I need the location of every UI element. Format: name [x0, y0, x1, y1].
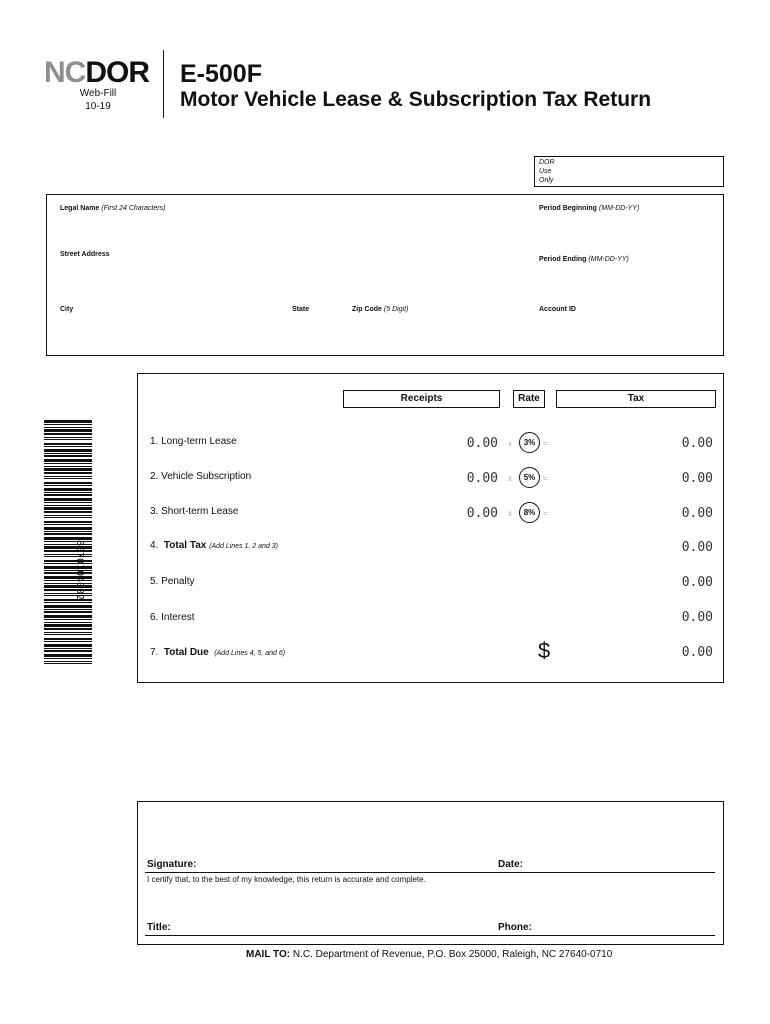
line-6-interest-value[interactable]: 0.00	[681, 610, 713, 625]
line-6-label: 6. Interest	[150, 612, 195, 623]
taxpayer-info-box	[46, 194, 724, 356]
line-3-rate-badge: 8%	[519, 502, 540, 523]
mail-to-address: MAIL TO: N.C. Department of Revenue, P.O. Box 25000, Raleigh, NC 27640-0710	[246, 949, 613, 960]
line-5-penalty-value[interactable]: 0.00	[681, 575, 713, 590]
receipts-column-header: Receipts	[343, 390, 500, 408]
signature-line[interactable]	[145, 872, 715, 873]
line-7-total-due-value[interactable]: 0.00	[681, 645, 713, 660]
signature-label: Signature:	[147, 859, 197, 870]
line-2-label: 2. Vehicle Subscription	[150, 471, 252, 482]
city-field[interactable]: City	[60, 306, 74, 313]
ncdor-logo: NCDOR	[44, 56, 150, 89]
multiply-sign: x	[508, 439, 512, 448]
rate-column-header: Rate	[513, 390, 545, 408]
dor-use-only-box: DOR Use Only	[534, 156, 724, 187]
line-4-total-tax-value[interactable]: 0.00	[681, 540, 713, 555]
multiply-sign: x	[508, 474, 512, 483]
header-divider	[163, 50, 164, 118]
form-title: Motor Vehicle Lease & Subscription Tax Return	[180, 88, 652, 111]
line-7-label: 7. Total Due (Add Lines 4, 5, and 6)	[150, 647, 286, 658]
equals-sign: =	[543, 439, 548, 448]
state-field[interactable]: State	[292, 306, 310, 313]
line-3-receipts-input[interactable]: 0.00	[466, 506, 498, 521]
dollar-sign: $	[538, 638, 551, 663]
phone-label: Phone:	[498, 922, 532, 933]
line-3-label: 3. Short-term Lease	[150, 506, 239, 517]
legal-name-field[interactable]: Legal Name (First 24 Characters)	[60, 205, 166, 212]
title-phone-line[interactable]	[145, 935, 715, 936]
form-id: E-500F	[180, 60, 262, 88]
title-label: Title:	[147, 922, 171, 933]
line-2-rate-badge: 5%	[519, 467, 540, 488]
line-5-label: 5. Penalty	[150, 576, 195, 587]
certification-text: I certify that, to the best of my knowledge, this return is accurate and complete.	[147, 875, 426, 884]
signature-box	[137, 801, 724, 945]
tax-computation-box	[137, 373, 724, 683]
line-4-label: 4. Total Tax (Add Lines 1, 2 and 3)	[150, 540, 278, 551]
line-1-rate-badge: 3%	[519, 432, 540, 453]
web-fill-label: Web-Fill 10-19	[64, 87, 132, 113]
tax-column-header: Tax	[556, 390, 716, 408]
line-2-receipts-input[interactable]: 0.00	[466, 471, 498, 486]
form-version: 10-19	[85, 101, 111, 112]
equals-sign: =	[543, 474, 548, 483]
date-label: Date:	[498, 859, 524, 870]
equals-sign: =	[543, 509, 548, 518]
zip-code-field[interactable]: Zip Code (5 Digit)	[352, 306, 409, 313]
barcode-number	[70, 540, 84, 566]
period-beginning-field[interactable]: Period Beginning (MM-DD-YY)	[539, 205, 640, 212]
multiply-sign: x	[508, 509, 512, 518]
account-id-field[interactable]: Account ID	[539, 306, 576, 313]
line-3-tax-value[interactable]: 0.00	[681, 506, 713, 521]
line-1-tax-value[interactable]: 0.00	[681, 436, 713, 451]
line-2-tax-value[interactable]: 0.00	[681, 471, 713, 486]
period-ending-field[interactable]: Period Ending (MM-DD-YY)	[539, 256, 629, 263]
line-1-receipts-input[interactable]: 0.00	[466, 436, 498, 451]
line-1-label: 1. Long-term Lease	[150, 436, 237, 447]
street-address-field[interactable]: Street Address	[60, 251, 110, 258]
